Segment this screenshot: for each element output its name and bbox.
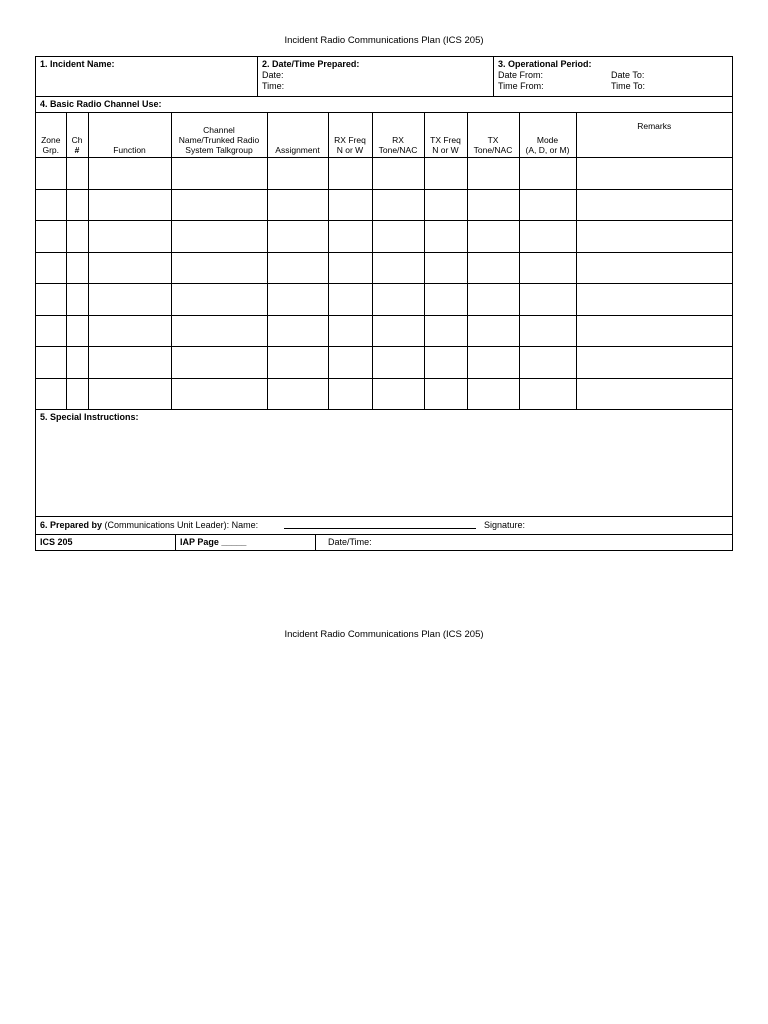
table-cell[interactable] — [519, 252, 576, 284]
table-cell[interactable] — [66, 158, 88, 190]
table-cell[interactable] — [519, 315, 576, 347]
operational-period-label: 3. Operational Period: — [498, 59, 592, 69]
table-cell[interactable] — [519, 284, 576, 316]
table-cell[interactable] — [36, 158, 66, 190]
form-footer — [36, 535, 732, 550]
basic-radio-channel-use-label: 4. Basic Radio Channel Use: — [36, 97, 732, 113]
name-line[interactable] — [284, 528, 476, 529]
table-cell[interactable] — [66, 315, 88, 347]
table-cell[interactable] — [171, 221, 267, 253]
table-cell[interactable] — [424, 284, 467, 316]
date-label: Date: — [262, 70, 284, 80]
incident-name-field[interactable] — [36, 57, 258, 96]
table-cell[interactable] — [467, 158, 519, 190]
table-cell[interactable] — [424, 252, 467, 284]
operational-period-field[interactable] — [494, 57, 732, 96]
radio-channel-table — [36, 113, 732, 410]
footer-date-time-label: Date/Time: — [328, 537, 372, 547]
table-cell[interactable] — [36, 284, 66, 316]
table-cell[interactable] — [467, 252, 519, 284]
column-header — [519, 113, 576, 158]
table-cell[interactable] — [576, 252, 732, 284]
table-row — [36, 158, 732, 190]
column-header-line: Mode — [536, 135, 559, 145]
table-cell[interactable] — [171, 347, 267, 379]
table-cell[interactable] — [66, 221, 88, 253]
table-cell[interactable] — [88, 347, 171, 379]
table-cell[interactable] — [372, 347, 424, 379]
table-cell[interactable] — [372, 315, 424, 347]
table-cell[interactable] — [576, 284, 732, 316]
form-header-row — [36, 57, 732, 97]
table-body — [36, 158, 732, 410]
column-header-line: System Talkgroup — [185, 145, 253, 155]
column-header — [372, 113, 424, 158]
table-cell[interactable] — [519, 189, 576, 221]
table-cell[interactable] — [171, 158, 267, 190]
table-cell[interactable] — [424, 189, 467, 221]
table-cell[interactable] — [88, 221, 171, 253]
table-cell[interactable] — [467, 221, 519, 253]
table-cell[interactable] — [328, 221, 372, 253]
date-time-prepared-label: 2. Date/Time Prepared: — [262, 59, 360, 69]
column-header-line: Tone/NAC — [378, 145, 418, 155]
table-cell[interactable] — [519, 221, 576, 253]
table-cell[interactable] — [88, 284, 171, 316]
table-cell[interactable] — [88, 158, 171, 190]
table-cell[interactable] — [372, 158, 424, 190]
table-cell[interactable] — [66, 252, 88, 284]
table-cell[interactable] — [467, 189, 519, 221]
table-cell[interactable] — [424, 347, 467, 379]
prepared-by-subtitle: (Communications Unit Leader): Name: — [102, 520, 259, 530]
table-cell[interactable] — [36, 221, 66, 253]
table-cell[interactable] — [267, 158, 328, 190]
table-row — [36, 252, 732, 284]
column-header-line: TX — [487, 135, 499, 145]
table-cell[interactable] — [467, 347, 519, 379]
column-header-line: Name/Trunked Radio — [178, 135, 260, 145]
table-cell[interactable] — [88, 189, 171, 221]
date-from-label: Date From: — [498, 70, 544, 80]
column-header-line: N or W — [336, 145, 364, 155]
table-cell[interactable] — [576, 347, 732, 379]
table-cell[interactable] — [467, 315, 519, 347]
table-cell[interactable] — [328, 158, 372, 190]
table-cell[interactable] — [267, 252, 328, 284]
table-cell[interactable] — [36, 189, 66, 221]
table-cell[interactable] — [36, 315, 66, 347]
table-cell[interactable] — [36, 378, 66, 410]
table-cell[interactable] — [424, 315, 467, 347]
table-cell[interactable] — [88, 252, 171, 284]
table-cell[interactable] — [328, 284, 372, 316]
table-cell[interactable] — [267, 284, 328, 316]
ics-label: ICS 205 — [36, 535, 176, 550]
table-cell[interactable] — [372, 252, 424, 284]
column-header — [576, 113, 732, 158]
ics205-form — [35, 56, 733, 551]
table-cell[interactable] — [576, 189, 732, 221]
table-cell[interactable] — [66, 378, 88, 410]
column-header-line: RX — [392, 135, 404, 145]
column-header — [467, 113, 519, 158]
table-cell[interactable] — [576, 158, 732, 190]
table-cell[interactable] — [66, 189, 88, 221]
column-header-line: Grp. — [42, 145, 60, 155]
table-cell[interactable] — [36, 252, 66, 284]
iap-page-label: IAP Page _____ — [176, 535, 316, 550]
table-cell[interactable] — [66, 347, 88, 379]
table-cell[interactable] — [171, 378, 267, 410]
column-header — [424, 113, 467, 158]
special-instructions-field[interactable] — [36, 410, 732, 517]
table-cell[interactable] — [328, 252, 372, 284]
table-cell[interactable] — [467, 378, 519, 410]
time-label: Time: — [262, 81, 285, 91]
table-cell[interactable] — [171, 252, 267, 284]
column-header — [267, 113, 328, 158]
table-cell[interactable] — [576, 221, 732, 253]
column-header-line: (A, D, or M) — [525, 145, 570, 155]
table-header-row — [36, 113, 732, 158]
column-header-line: RX Freq — [334, 135, 366, 145]
table-cell[interactable] — [372, 221, 424, 253]
table-row — [36, 189, 732, 221]
column-header — [66, 113, 88, 158]
column-header-line: TX Freq — [430, 135, 461, 145]
table-cell[interactable] — [267, 221, 328, 253]
column-header — [88, 113, 171, 158]
table-row — [36, 284, 732, 316]
prepared-by-row — [36, 517, 732, 535]
table-cell[interactable] — [467, 284, 519, 316]
table-cell[interactable] — [267, 347, 328, 379]
column-header-line: Remarks — [637, 121, 672, 131]
table-cell[interactable] — [171, 284, 267, 316]
table-cell[interactable] — [372, 284, 424, 316]
table-cell[interactable] — [519, 347, 576, 379]
date-time-prepared-field[interactable] — [258, 57, 494, 96]
table-cell[interactable] — [171, 315, 267, 347]
signature-label: Signature: — [484, 520, 526, 530]
table-row — [36, 315, 732, 347]
table-cell[interactable] — [66, 284, 88, 316]
column-header — [328, 113, 372, 158]
table-cell[interactable] — [424, 378, 467, 410]
table-cell[interactable] — [424, 221, 467, 253]
table-cell[interactable] — [519, 158, 576, 190]
table-cell[interactable] — [328, 315, 372, 347]
column-header-line: Function — [113, 145, 146, 155]
table-cell[interactable] — [267, 315, 328, 347]
table-cell[interactable] — [328, 189, 372, 221]
date-to-label: Date To: — [611, 70, 645, 80]
column-header — [171, 113, 267, 158]
table-cell[interactable] — [267, 189, 328, 221]
table-cell[interactable] — [267, 378, 328, 410]
column-header-line: N or W — [432, 145, 459, 155]
table-cell[interactable] — [576, 378, 732, 410]
table-row — [36, 378, 732, 410]
time-from-label: Time From: — [498, 81, 544, 91]
table-row — [36, 347, 732, 379]
column-header-line: # — [74, 145, 80, 155]
page-heading-bottom: Incident Radio Communications Plan (ICS 205) — [284, 629, 484, 640]
table-cell[interactable] — [328, 347, 372, 379]
column-header-line: Tone/NAC — [473, 145, 513, 155]
table-cell[interactable] — [576, 315, 732, 347]
column-header — [36, 113, 66, 158]
table-cell[interactable] — [372, 189, 424, 221]
incident-name-label: 1. Incident Name: — [40, 59, 115, 69]
table-cell[interactable] — [88, 378, 171, 410]
table-cell[interactable] — [519, 378, 576, 410]
page-heading: Incident Radio Communications Plan (ICS 205) — [284, 35, 484, 46]
table-cell[interactable] — [328, 378, 372, 410]
table-cell[interactable] — [88, 315, 171, 347]
table-cell[interactable] — [36, 347, 66, 379]
table-row — [36, 221, 732, 253]
column-header-line: Channel — [203, 125, 235, 135]
table-cell[interactable] — [372, 378, 424, 410]
prepared-by-label: 6. Prepared by — [40, 520, 103, 530]
column-header-line: Zone — [41, 135, 61, 145]
table-cell[interactable] — [171, 189, 267, 221]
special-instructions-label: 5. Special Instructions: — [40, 412, 139, 422]
column-header-line: Ch — [71, 135, 83, 145]
time-to-label: Time To: — [611, 81, 646, 91]
column-header-line: Assignment — [275, 145, 320, 155]
table-cell[interactable] — [424, 158, 467, 190]
